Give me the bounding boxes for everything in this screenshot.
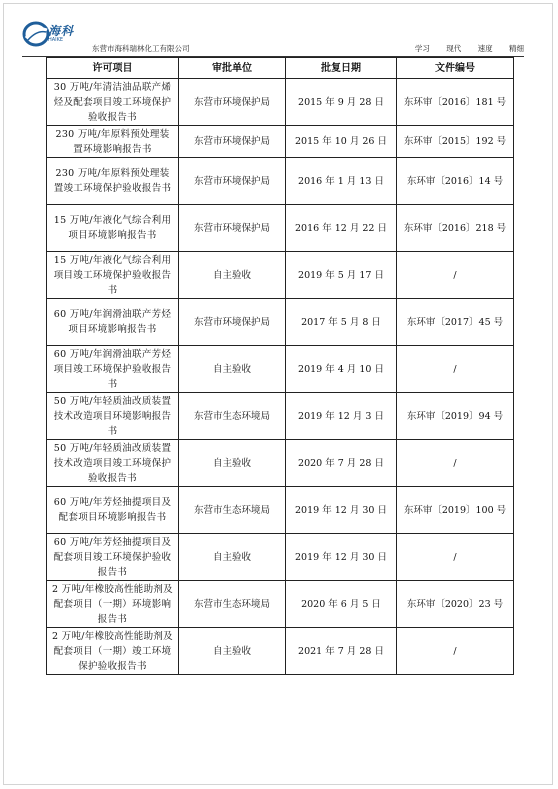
motto-word: 现代 [446, 44, 462, 53]
logo-subtext: HAIKE [48, 37, 64, 43]
table-row [47, 252, 514, 299]
table-row [47, 205, 514, 252]
cell-authority: 自主验收 [179, 346, 286, 393]
cell-project: 50 万吨/年轻质油改质装置技术改造项目竣工环境保护验收报告书 [47, 440, 179, 487]
company-logo [22, 20, 82, 54]
cell-project: 15 万吨/年液化气综合利用项目竣工环境保护验收报告书 [47, 252, 179, 299]
cell-date: 2019 年 5 月 17 日 [286, 252, 397, 299]
cell-authority: 东营市环境保护局 [179, 79, 286, 126]
cell-project: 60 万吨/年芳烃抽提项目及配套项目竣工环境保护验收报告书 [47, 534, 179, 581]
cell-authority: 东营市生态环境局 [179, 487, 286, 534]
page-header [22, 20, 524, 56]
cell-doc-no: 东环审〔2020〕23 号 [397, 581, 514, 628]
column-header-date: 批复日期 [286, 58, 397, 79]
cell-date: 2019 年 12 月 30 日 [286, 534, 397, 581]
cell-date: 2015 年 9 月 28 日 [286, 79, 397, 126]
table-row [47, 487, 514, 534]
cell-date: 2019 年 12 月 3 日 [286, 393, 397, 440]
logo-swoosh-icon [22, 20, 50, 48]
cell-project: 60 万吨/年润滑油联产芳烃项目环境影响报告书 [47, 299, 179, 346]
cell-date: 2020 年 6 月 5 日 [286, 581, 397, 628]
cell-doc-no: 东环审〔2019〕94 号 [397, 393, 514, 440]
cell-date: 2016 年 1 月 13 日 [286, 158, 397, 205]
cell-doc-no: / [397, 628, 514, 675]
cell-doc-no: / [397, 440, 514, 487]
cell-authority: 自主验收 [179, 628, 286, 675]
permits-table [46, 57, 514, 675]
table-row [47, 393, 514, 440]
cell-doc-no: / [397, 346, 514, 393]
cell-doc-no: 东环审〔2016〕14 号 [397, 158, 514, 205]
cell-doc-no: 东环审〔2017〕45 号 [397, 299, 514, 346]
cell-date: 2015 年 10 月 26 日 [286, 126, 397, 158]
cell-authority: 东营市生态环境局 [179, 581, 286, 628]
cell-date: 2017 年 5 月 8 日 [286, 299, 397, 346]
table-row [47, 79, 514, 126]
logo-text: 海科 [48, 24, 75, 38]
cell-authority: 自主验收 [179, 252, 286, 299]
table-row [47, 299, 514, 346]
table-row [47, 581, 514, 628]
cell-authority: 东营市环境保护局 [179, 158, 286, 205]
cell-project: 2 万吨/年橡胶高性能助剂及配套项目（一期）环境影响报告书 [47, 581, 179, 628]
table-header-row [47, 58, 514, 79]
cell-date: 2020 年 7 月 28 日 [286, 440, 397, 487]
cell-date: 2021 年 7 月 28 日 [286, 628, 397, 675]
company-name: 东营市海科瑞林化工有限公司 [92, 44, 190, 53]
cell-authority: 东营市环境保护局 [179, 205, 286, 252]
cell-project: 15 万吨/年液化气综合利用项目环境影响报告书 [47, 205, 179, 252]
cell-project: 60 万吨/年芳烃抽提项目及配套项目环境影响报告书 [47, 487, 179, 534]
cell-project: 230 万吨/年原料预处理装置竣工环境保护验收报告书 [47, 158, 179, 205]
column-header-authority: 审批单位 [179, 58, 286, 79]
cell-doc-no: 东环审〔2019〕100 号 [397, 487, 514, 534]
cell-project: 60 万吨/年润滑油联产芳烃项目竣工环境保护验收报告书 [47, 346, 179, 393]
cell-doc-no: / [397, 534, 514, 581]
cell-project: 2 万吨/年橡胶高性能助剂及配套项目（一期）竣工环境保护验收报告书 [47, 628, 179, 675]
motto-word: 精细 [509, 44, 524, 53]
cell-authority: 东营市环境保护局 [179, 299, 286, 346]
cell-authority: 东营市环境保护局 [179, 126, 286, 158]
cell-authority: 东营市生态环境局 [179, 393, 286, 440]
cell-date: 2016 年 12 月 22 日 [286, 205, 397, 252]
column-header-doc-no: 文件编号 [397, 58, 514, 79]
cell-doc-no: 东环审〔2015〕192 号 [397, 126, 514, 158]
motto-word: 学习 [414, 44, 430, 53]
cell-doc-no: 东环审〔2016〕181 号 [397, 79, 514, 126]
cell-project: 50 万吨/年轻质油改质装置技术改造项目环境影响报告书 [47, 393, 179, 440]
cell-project: 30 万吨/年清洁油品联产烯烃及配套项目竣工环境保护验收报告书 [47, 79, 179, 126]
cell-date: 2019 年 4 月 10 日 [286, 346, 397, 393]
cell-doc-no: / [397, 252, 514, 299]
cell-project: 230 万吨/年原料预处理装置环境影响报告书 [47, 126, 179, 158]
table-row [47, 628, 514, 675]
table-row [47, 534, 514, 581]
cell-authority: 自主验收 [179, 534, 286, 581]
table-row [47, 158, 514, 205]
table-row [47, 126, 514, 158]
table-row [47, 440, 514, 487]
cell-doc-no: 东环审〔2016〕218 号 [397, 205, 514, 252]
motto-word: 速度 [477, 44, 493, 53]
cell-authority: 自主验收 [179, 440, 286, 487]
cell-date: 2019 年 12 月 30 日 [286, 487, 397, 534]
company-motto [401, 43, 524, 54]
column-header-project: 许可项目 [47, 58, 179, 79]
table-row [47, 346, 514, 393]
